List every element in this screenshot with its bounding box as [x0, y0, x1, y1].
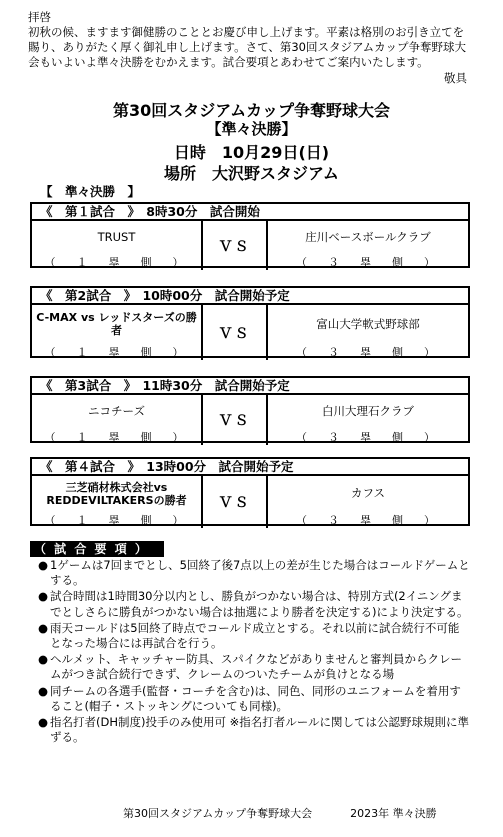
- event-date: 日時 10月29日(日): [173, 143, 330, 162]
- bullet-icon: ●: [38, 683, 49, 698]
- home-team-name: 三芝硝材株式会社vs REDDEVILTAKERSの勝者: [46, 480, 187, 507]
- away-team-name: 庄川ベースボールクラブ: [305, 229, 431, 244]
- home-side: （ １ 塁 側 ）: [44, 345, 189, 359]
- vs-label: ＶＳ: [203, 476, 268, 528]
- away-team: [268, 221, 468, 270]
- list-item: [38, 558, 470, 588]
- home-team: [32, 221, 203, 270]
- away-team-name: 白川大理石クラブ: [322, 404, 414, 418]
- section-label: 【 準々決勝 】: [40, 184, 141, 199]
- game-header: 《 第2試合 》 10時00分 試合開始予定: [32, 288, 468, 305]
- footer-right: 2023年 準々決勝: [350, 807, 437, 820]
- away-side: （ ３ 塁 側 ）: [296, 430, 440, 444]
- footer-left: 第30回スタジアムカップ争奪野球大会: [123, 807, 313, 820]
- game-header: 《 第１試合 》 8時30分 試合開始: [32, 204, 468, 221]
- game-box-1: [30, 202, 470, 268]
- home-team-name: ニコチーズ: [88, 404, 145, 418]
- away-team: [268, 476, 468, 528]
- home-team: [32, 305, 203, 360]
- vs-label: ＶＳ: [203, 221, 268, 270]
- event-venue: 場所 大沢野スタジアム: [164, 164, 339, 183]
- home-side: （ １ 塁 側 ）: [44, 430, 189, 444]
- game-header: 《 第４試合 》 13時00分 試合開始予定: [32, 459, 468, 476]
- greeting-opening: 拝啓: [28, 10, 51, 24]
- guidelines-title: （ 試 合 要 項 ）: [30, 541, 164, 557]
- away-team-name: カフス: [350, 486, 386, 500]
- vs-label: ＶＳ: [203, 305, 268, 360]
- home-side: （ １ 塁 側 ）: [44, 255, 189, 269]
- round-title: 【準々決勝】: [206, 120, 297, 138]
- away-team: [268, 395, 468, 445]
- list-item: [38, 715, 470, 745]
- bullet-icon: ●: [38, 652, 49, 667]
- away-team: [268, 305, 468, 360]
- away-side: （ ３ 塁 側 ）: [296, 513, 440, 527]
- away-team-name: 富山大学軟式野球部: [316, 316, 420, 331]
- list-item: [38, 684, 470, 714]
- rule-text: 試合時間は1時間30分以内とし、勝負がつかない場合は、特別方式(2イニングまでとしさらに勝負がつかない場合は抽選により勝者を決定する)により決定する。: [50, 589, 469, 619]
- bullet-icon: ●: [38, 715, 49, 730]
- list-item: [38, 621, 470, 651]
- vs-label: ＶＳ: [203, 395, 268, 445]
- home-team-name: TRUST: [97, 229, 136, 244]
- away-side: （ ３ 塁 側 ）: [296, 345, 440, 359]
- rule-text: 1ゲームは7回までとし、5回終了後7点以上の差が生じた場合はコールドゲームとする。: [50, 558, 470, 588]
- home-team: [32, 476, 203, 528]
- game-header: 《 第3試合 》 11時30分 試合開始予定: [32, 378, 468, 395]
- game-box-3: [30, 376, 470, 443]
- bullet-icon: ●: [38, 620, 49, 635]
- list-item: [38, 589, 470, 619]
- away-side: （ ３ 塁 側 ）: [296, 255, 440, 269]
- greeting-body: 初秋の候、ますます御健勝のこととお慶び申し上げます。平素は格別のお引き立てを賜り、ありがたく厚く御礼申し上げます。さて、第30回スタジアムカップ争奪野球大会もいよいよ準々決勝をむかえます。試合要項とあわせてご案内いたします。: [28, 25, 467, 69]
- bullet-icon: ●: [38, 558, 49, 572]
- event-title: 第30回スタジアムカップ争奪野球大会: [113, 101, 390, 120]
- game-box-4: [30, 457, 470, 526]
- rule-text: 雨天コールドは5回終了時点でコールド成立とする。それ以前に試合続行不可能となった場合には再試合を行う。: [50, 620, 460, 651]
- bullet-icon: ●: [38, 589, 49, 604]
- greeting-closing: 敬具: [444, 71, 467, 85]
- home-team: [32, 395, 203, 445]
- rule-text: ヘルメット、キャッチャー防具、スパイクなどがありませんと審判員からクレームがつき試合続行できず、クレームのついたチームが負けとなる場: [50, 652, 463, 682]
- guidelines-list: [38, 558, 470, 746]
- game-box-2: [30, 286, 470, 358]
- rule-text: 指名打者(DH制度)投手のみ使用可 ※指名打者ルールに関しては公認野球規則に準ずる。: [50, 715, 470, 745]
- list-item: [38, 652, 470, 682]
- rule-text: 同チームの各選手(監督・コーチを含む)は、同色、同形のユニフォームを着用すること(帽子・ストッキングについても同様)。: [50, 683, 461, 713]
- greeting: [28, 10, 468, 70]
- home-team-name: C-MAX vs レッドスターズの勝者: [36, 311, 197, 337]
- home-side: （ １ 塁 側 ）: [44, 513, 189, 527]
- footer: [123, 805, 437, 821]
